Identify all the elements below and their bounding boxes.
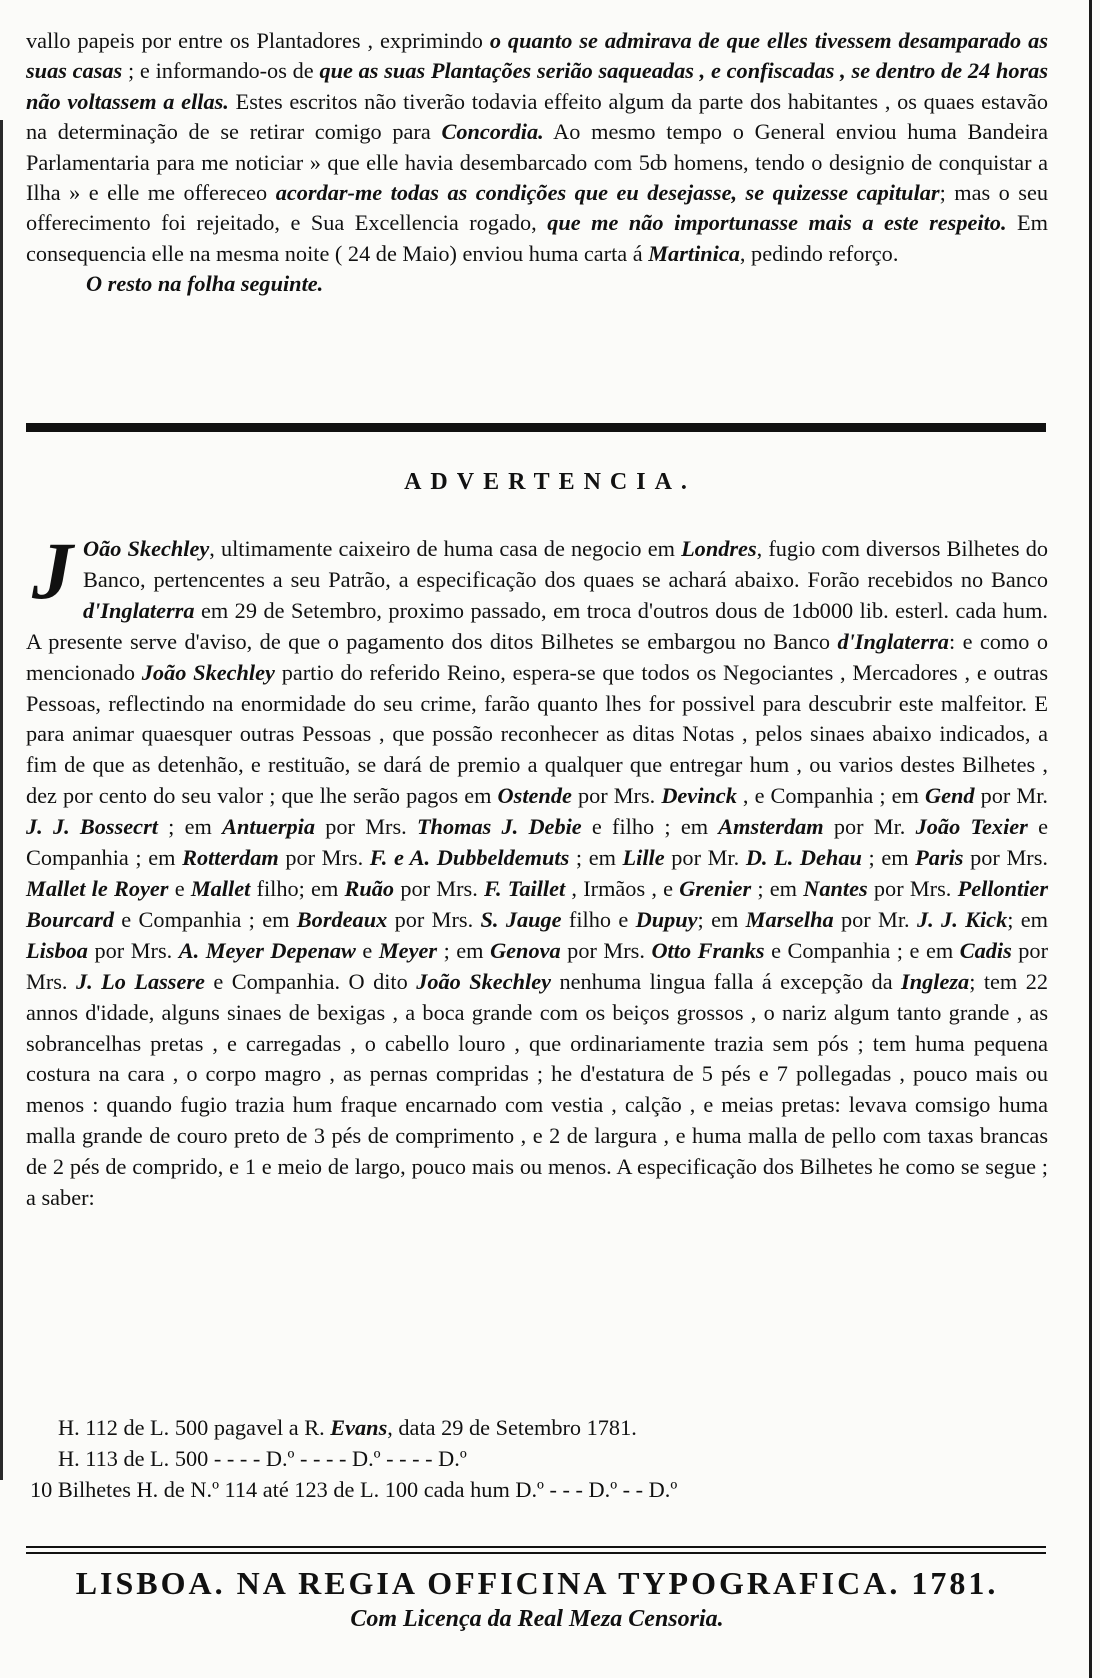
text-run: ; em [697,906,746,932]
place-run: Ruão [344,875,395,901]
text-run: Estes escritos não tiverão todavia effeito algum da parte dos habitantes , os quaes estavão na determinação de se retirar comigo para [26,88,1048,145]
text-run: e filho ; em [581,814,719,840]
place-run: Marselha [745,906,834,932]
text-run: vallo papeis por entre os Plantadores , exprimindo [26,28,490,53]
text-run: Em consequencia elle na mesma noite ( 24 de Maio) enviou huma carta á [26,210,1048,266]
name-run: Mallet [190,875,251,901]
name-run: S. Jauge [480,906,562,932]
note-spec-line-2: H. 113 de L. 500 - - - - D.º - - - - D.º - - - - D.º [58,1446,467,1471]
place-run: Amsterdam [718,814,824,840]
text-run: , pedindo reforço. [739,240,899,266]
place-run: Gend [924,783,975,809]
place-run: Lisboa [26,937,88,963]
continued-note [26,269,1048,299]
italic-run: Martinica [648,240,740,266]
page-edge-right [1089,0,1092,1678]
italic-run: que as suas Plantações serião saqueadas , e confiscadas , se dentro de 24 horas não voltassem a ellas. [26,58,1048,114]
name-run: João Texier [915,814,1028,840]
name-run: João Skechley [141,659,275,685]
text-run: , data 29 de Setembro 1781. [387,1415,637,1440]
place-run: Nantes [803,875,868,901]
report-paragraph [26,26,1048,269]
note-spec-line-1 [58,1413,1048,1444]
text-run: em 29 de Setembro, proximo passado, em troca d'outros dous de 1ȸ000 lib. esterl. cada hum. A presente serve d'aviso, de que o pagamento dos ditos Bilhetes se embargou no Banco [26,597,1048,654]
drop-cap: J [32,525,73,616]
text-run: ; mas o seu offerecimento foi rejeitado, e Sua Excellencia rogado, [26,180,1048,236]
text-run: ; e informando-os de [122,58,320,84]
text-run: filho e [561,906,636,932]
text-run: por Mrs. [394,875,484,901]
text-run: por Mrs. [963,845,1048,871]
italic-run: que me não importunasse mais a este respeito. [547,210,1007,236]
text-run: , ultimamente caixeiro de huma casa de negocio em [209,536,682,561]
name-run: Oão Skechley [83,536,210,561]
name-run: F. Taillet [484,875,566,901]
name-run: A. Meyer Depenaw [178,937,356,963]
text-run: por Mrs. [278,845,370,871]
text-run: por Mrs. [87,937,179,963]
continued-text: O resto na folha seguinte. [86,271,324,297]
text-run: nenhuma lingua falla á excepção da [551,968,902,994]
place-run: Bordeaux [296,906,388,932]
text-run: , fugio com diversos Bilhetes do Banco, pertencentes a seu Patrão, a especificação dos quaes se achará abaixo. Forão recebidos no Banco [83,536,1048,592]
note-spec-line-3: 10 Bilhetes H. de N.º 114 até 123 de L. 100 cada hum D.º - - - D.º - - D.º [30,1477,678,1502]
text-run: H. 112 de L. 500 pagavel a R. [58,1415,331,1440]
name-run: J. J. Bossecrt [26,814,158,840]
name-run: João Skechley [416,968,551,994]
text-run: , e Companhia ; em [736,783,925,809]
text-run: e [355,937,379,963]
licence-line: Com Licença da Real Meza Censoria. [350,1606,724,1632]
text-run: , Irmãos , e [565,875,680,901]
italic-run: acordar-me todas as condições que eu desejasse, se quizesse capitular [275,180,940,206]
name-run: Pellontier Bourcard [26,875,1048,932]
name-run: D. L. Dehau [745,845,862,871]
text-run: ; em [751,875,804,901]
top-paragraph [26,26,1048,300]
text-run: por Mr. [823,814,916,840]
place-run: Paris [915,845,964,871]
text-run: Ao mesmo tempo o General enviou huma Bandeira Parlamentaria para me noticiar » que elle havia desembarcado com 5ȸ homens, tendo o designio de conquistar a Ilha » e elle me offereceo [26,119,1048,206]
name-run: Mallet le Royer [26,875,169,901]
text-run: por Mrs. [571,783,662,809]
place-run: Antuerpia [222,814,316,840]
place-run: Ostende [497,783,572,809]
name-run: Grenier [679,875,752,901]
text-run: por Mrs. [560,937,652,963]
text-run: ; tem 22 annos d'idade, alguns sinaes de bexigas , a boca grande com os beiços grossos , o nariz algum tanto grande , as sobrancelhas pretas , e carregadas , o cabello louro , que ordinariamente trazia sem pós ; tem huma pequena costura na cara , o corpo magro , as pernas compridas ; he d'estatura de 5 pés e 7 pollegadas , pouco mais ou menos : quando fugio trazia hum fraque encarnado com vestia , calção , e meias pretas: levava comsigo huma malla grande de couro preto de 3 pés de comprimento , e 2 de largura , e huma malla de pello com taxas brancas de 2 pés de comprido, e 1 e meio de largo, pouco mais ou menos. A especificação dos Bilhetes he como se segue ; a saber: [26,968,1049,1211]
advertisement-body [26,525,1049,1214]
text-run: por Mrs. [867,875,958,901]
place-run: Cadis [959,937,1012,963]
text-run: ; em [1007,906,1049,932]
section-divider [26,423,1046,432]
text-run: por Mrs. [315,814,417,840]
name-run: Evans [330,1415,388,1440]
text-run: ; em [437,937,491,963]
text-run: por Mrs. [26,937,1049,994]
text-run: e Companhia ; em [26,814,1048,871]
name-run: Thomas J. Debie [416,814,582,840]
text-run: por Mr. [833,906,917,932]
text-run: e [168,875,191,901]
imprint-line: LISBOA. NA REGIA OFFICINA TYPOGRAFICA. 1781. [75,1565,999,1601]
page-edge-left [0,120,3,1480]
text-run: por Mr. [974,783,1049,809]
language-run: Ingleza [901,968,970,994]
name-run: Otto Franks [651,937,765,963]
text-run: filho; em [250,875,345,901]
name-run: J. J. Kick [916,906,1008,932]
advertencia-heading: ADVERTENCIA. [404,469,696,495]
text-run: e Companhia ; em [113,906,297,932]
place-run: d'Inglaterra [83,597,195,623]
place-run: d'Inglaterra [837,628,949,654]
italic-run: o quanto se admirava de que elles tivessem desamparado as suas casas [26,28,1048,84]
text-run: : e como o mencionado [26,628,1048,685]
text-run: ; em [569,845,623,871]
italic-run: Concordia. [441,119,544,145]
text-run: por Mr. [664,845,746,871]
footer-rule-top [26,1546,1046,1548]
text-run: partio do referido Reino, espera-se que todos os Negociantes , Mercadores , e outras Pessoas, reflectindo na enormidade do seu crime, farão quanto lhes for possivel para descubrir este malfeitor. E para animar quaesquer outras Pessoas , que possão reconhecer as ditas Notas , pelos sinaes abaixo indicados, a fim de que as detenhão, e restituão, se dará de premio a qualquer que entregar hum , ou varios destes Bilhetes , dez por cento do seu valor ; que lhe serão pagos em [26,659,1049,809]
place-run: Genova [490,937,561,963]
place-run: Lille [622,845,665,871]
text-run: e Companhia ; e em [764,937,960,963]
text-run: por Mrs. [387,906,481,932]
place-run: Rotterdam [182,845,279,871]
name-run: Dupuy [635,906,698,932]
footer-rule-bottom [26,1552,1046,1554]
name-run: Devinck [661,783,737,809]
text-run: ; em [861,845,916,871]
name-run: Meyer [378,937,438,963]
text-run: ; em [157,814,223,840]
place-run: Londres [681,536,757,561]
name-run: J. Lo Lassere [75,968,205,994]
name-run: F. e A. Dubbeldemuts [369,845,570,871]
text-run: e Companhia. O dito [204,968,417,994]
